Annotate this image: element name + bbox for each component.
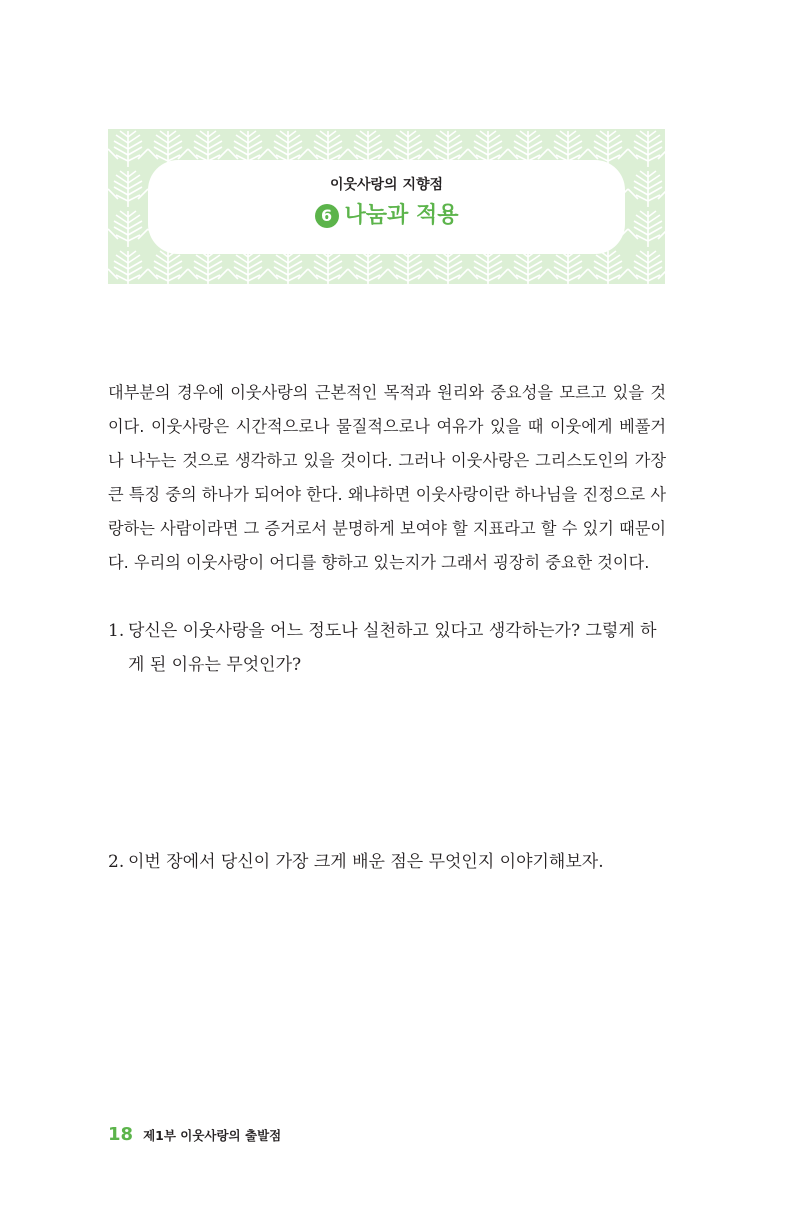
question-number: 2. bbox=[108, 852, 125, 872]
banner-title bbox=[315, 202, 459, 230]
question-text: 이번 장에서 당신이 가장 크게 배운 점은 무엇인지 이야기해보자. bbox=[128, 852, 604, 872]
body-paragraph: 대부분의 경우에 이웃사랑의 근본적인 목적과 원리와 중요성을 모르고 있을 것이다. 이웃사랑은 시간적으로나 물질적으로나 여유가 있을 때 이웃에게 베풀거나 나누는 것으로 생각하고 있을 것이다. 그러나 이웃사랑은 그리스도인의 가장 큰 특징 중의 하나가 되어야 한다. 왜냐하면 이웃사랑이란 하나님을 진정으로 사랑하는 사람이라면 그 증거로서 분명하게 보여야 할 지표라고 할 수 있기 때문이다. 우리의 이웃사랑이 어디를 향하고 있는지가 그래서 굉장히 중요한 것이다. bbox=[108, 383, 666, 572]
running-title: 제1부 이웃사랑의 출발점 bbox=[143, 1128, 282, 1143]
chapter-banner bbox=[108, 129, 665, 284]
banner-title-text: 나눔과 적용 bbox=[344, 203, 459, 228]
question-number: 1. bbox=[108, 621, 125, 641]
banner-title-card bbox=[148, 160, 625, 254]
section-number-badge: 6 bbox=[315, 204, 339, 228]
question-1 bbox=[108, 614, 666, 682]
question-2 bbox=[108, 845, 666, 879]
page-footer bbox=[108, 1124, 281, 1145]
page-number: 18 bbox=[108, 1124, 134, 1145]
banner-subtitle: 이웃사랑의 지향점 bbox=[329, 177, 444, 193]
question-text: 당신은 이웃사랑을 어느 정도나 실천하고 있다고 생각하는가? 그렇게 하게 된 이유는 무엇인가? bbox=[128, 621, 657, 675]
